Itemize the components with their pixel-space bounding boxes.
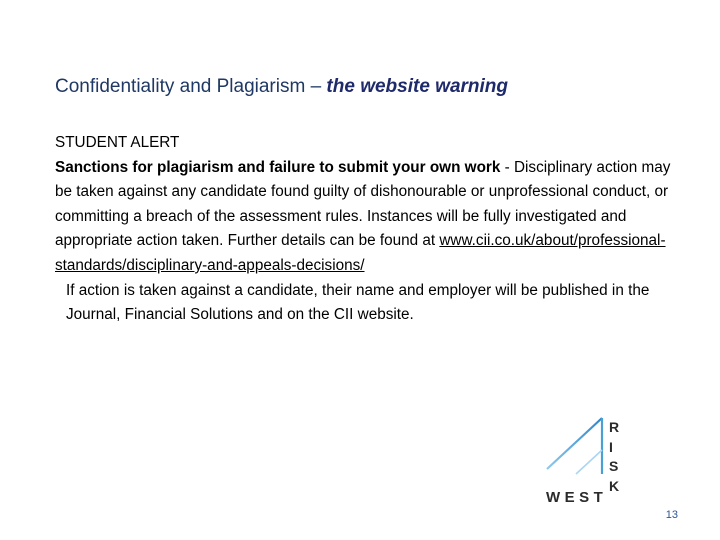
sanctions-heading: Sanctions for plagiarism and failure to submit your own work <box>55 158 501 176</box>
page-number: 13 <box>665 509 678 521</box>
student-alert-heading: STUDENT ALERT <box>55 134 180 151</box>
logo-letter-r: R <box>609 419 620 435</box>
sanctions-separator: - <box>500 158 514 176</box>
publication-notice: If action is taken against a candidate, their name and employer will be published in the Journal, Financial Solutions and on the CII website. <box>66 281 650 324</box>
details-link[interactable]: www.cii.co.uk/about/professional-standards/disciplinary-and-appeals-decisions/ <box>55 232 666 274</box>
logo-wordmark: WEST <box>546 489 608 506</box>
logo-letters <box>609 418 619 496</box>
riskwest-logo <box>540 416 632 510</box>
logo-letter-s: S <box>609 458 619 474</box>
alert-content <box>55 131 687 328</box>
sanctions-paragraph <box>55 156 687 279</box>
title-emphasis: the website warning <box>326 76 509 97</box>
slide-title <box>55 76 508 98</box>
sanctions-body: Disciplinary action may be taken against any candidate found guilty of dishonourable or unprofessional conduct, or committing a breach of the assessment rules. Instances will be fully investigated and appropriate action taken. Further details can be found at <box>55 158 671 250</box>
title-main: Confidentiality and Plagiarism – <box>55 76 327 97</box>
logo-letter-k: K <box>609 477 620 494</box>
logo-letter-i: I <box>609 438 613 455</box>
logo-triangle-icon <box>544 416 614 486</box>
